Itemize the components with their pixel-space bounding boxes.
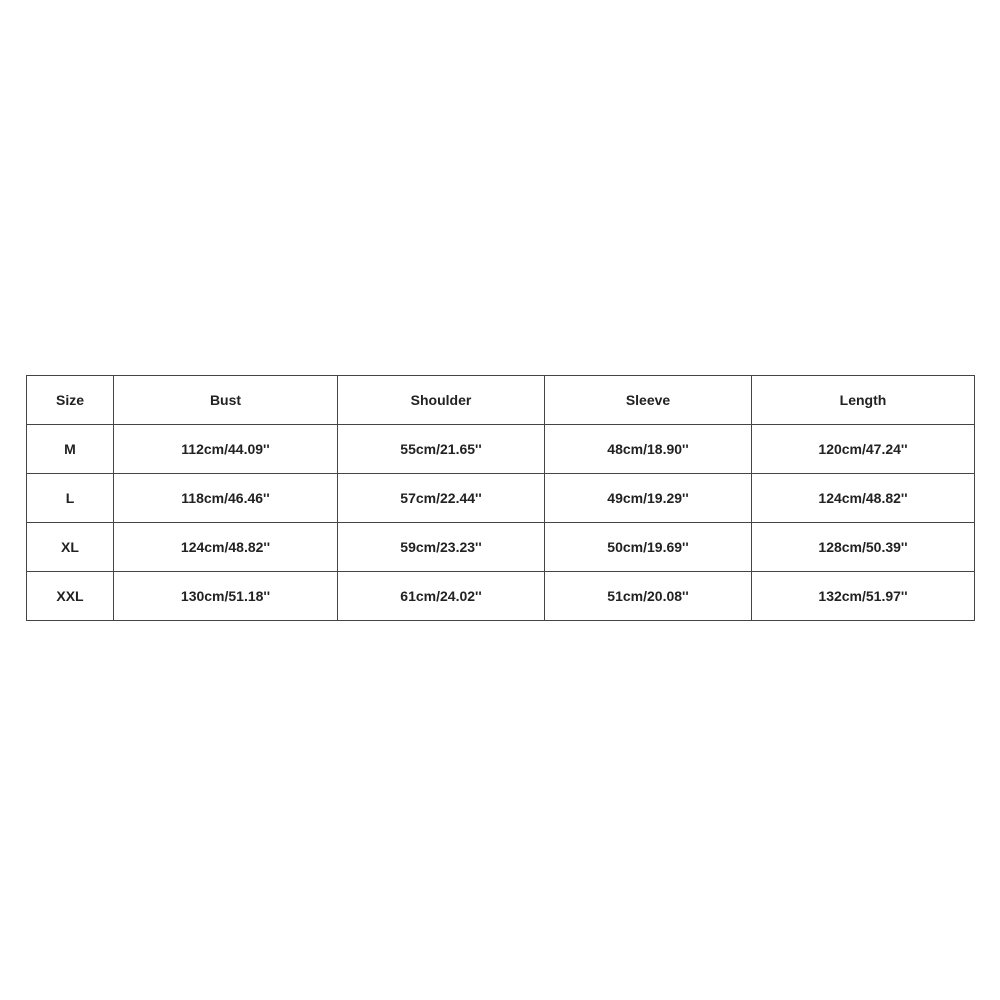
sleeve-cell: 51cm/20.08'' [545,572,752,621]
table-row [27,425,975,474]
sleeve-cell: 49cm/19.29'' [545,474,752,523]
shoulder-cell: 59cm/23.23'' [338,523,545,572]
bust-cell: 118cm/46.46'' [114,474,338,523]
header-shoulder: Shoulder [338,376,545,425]
length-cell: 120cm/47.24'' [752,425,975,474]
sleeve-cell: 48cm/18.90'' [545,425,752,474]
length-cell: 132cm/51.97'' [752,572,975,621]
size-chart-table [26,375,975,621]
length-cell: 124cm/48.82'' [752,474,975,523]
bust-cell: 112cm/44.09'' [114,425,338,474]
sleeve-cell: 50cm/19.69'' [545,523,752,572]
size-cell: M [27,425,114,474]
bust-cell: 130cm/51.18'' [114,572,338,621]
shoulder-cell: 61cm/24.02'' [338,572,545,621]
header-size: Size [27,376,114,425]
shoulder-cell: 55cm/21.65'' [338,425,545,474]
bust-cell: 124cm/48.82'' [114,523,338,572]
header-row [27,376,975,425]
table-row [27,474,975,523]
size-cell: XXL [27,572,114,621]
header-bust: Bust [114,376,338,425]
table-row [27,523,975,572]
header-length: Length [752,376,975,425]
length-cell: 128cm/50.39'' [752,523,975,572]
header-sleeve: Sleeve [545,376,752,425]
size-cell: L [27,474,114,523]
shoulder-cell: 57cm/22.44'' [338,474,545,523]
table-row [27,572,975,621]
size-cell: XL [27,523,114,572]
